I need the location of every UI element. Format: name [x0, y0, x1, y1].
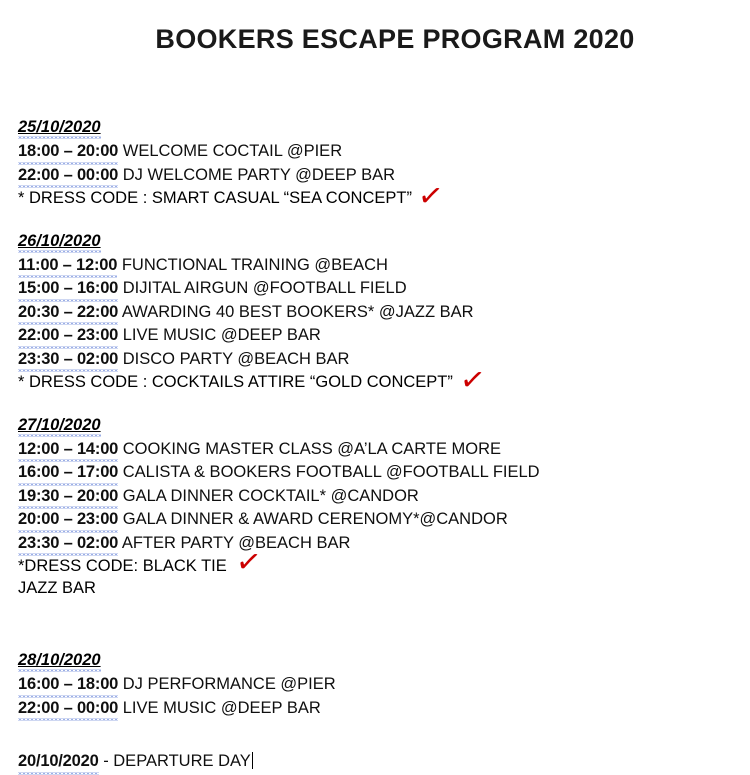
section-spacer	[18, 621, 734, 651]
day-block-2	[18, 231, 734, 399]
event-line	[18, 141, 734, 165]
event-time: 19:30 – 20:00	[18, 486, 118, 510]
event-line	[18, 302, 734, 326]
page-title: BOOKERS ESCAPE PROGRAM 2020	[155, 24, 635, 54]
event-line	[18, 255, 734, 279]
event-line	[18, 278, 734, 302]
departure-text: - DEPARTURE DAY	[103, 752, 251, 770]
event-time: 22:00 – 00:00	[18, 698, 118, 722]
dress-code-line	[18, 362, 488, 399]
event-time: 23:30 – 02:00	[18, 533, 118, 557]
event-text: LIVE MUSIC @DEEP BAR	[122, 326, 321, 344]
event-line	[18, 533, 734, 557]
event-line	[18, 439, 734, 463]
day-date: 27/10/2020	[18, 416, 101, 437]
event-line	[18, 462, 734, 486]
event-text: GALA DINNER & AWARD CERENOMY*@CANDOR	[122, 510, 508, 528]
departure-line	[18, 751, 734, 775]
event-text: WELCOME COCTAIL @PIER	[122, 142, 343, 160]
check-mark-annotation: ✓	[457, 362, 488, 399]
dress-code-line	[18, 178, 446, 215]
day-date: 26/10/2020	[18, 232, 101, 253]
section-spacer	[18, 743, 734, 751]
event-line	[18, 509, 734, 533]
check-mark-annotation: ✓	[233, 544, 264, 581]
event-time: 16:00 – 18:00	[18, 674, 118, 698]
day-block-1	[18, 118, 734, 215]
dress-code-text: * DRESS CODE : COCKTAILS ATTIRE “GOLD CONCEPT”	[18, 373, 453, 391]
event-line	[18, 349, 734, 373]
event-line	[18, 325, 734, 349]
event-line	[18, 165, 734, 189]
event-text: COOKING MASTER CLASS @A’LA CARTE MORE	[122, 439, 502, 458]
event-line	[18, 674, 734, 698]
event-text: DJ PERFORMANCE @PIER	[122, 675, 336, 693]
event-text: DISCO PARTY @BEACH BAR	[122, 349, 350, 368]
event-time: 12:00 – 14:00	[18, 439, 118, 463]
dress-code-text: *DRESS CODE: BLACK TIE	[18, 557, 227, 575]
event-time: 16:00 – 17:00	[18, 462, 118, 486]
event-text: FUNCTIONAL TRAINING @BEACH	[121, 255, 388, 274]
dress-code-text: * DRESS CODE : SMART CASUAL “SEA CONCEPT”	[18, 189, 412, 207]
event-time: 20:00 – 23:00	[18, 509, 118, 533]
event-text: DIJITAL AIRGUN @FOOTBALL FIELD	[122, 279, 407, 297]
venue-line: JAZZ BAR	[18, 578, 96, 597]
program-content	[18, 118, 734, 775]
event-text: DJ WELCOME PARTY @DEEP BAR	[122, 165, 396, 184]
dress-code-line	[18, 544, 264, 581]
event-text: GALA DINNER COCKTAIL* @CANDOR	[122, 486, 419, 505]
event-line	[18, 698, 734, 722]
check-mark-annotation: ✓	[415, 178, 446, 215]
event-time: 11:00 – 12:00	[18, 255, 117, 279]
event-time: 22:00 – 23:00	[18, 325, 118, 349]
event-line	[18, 486, 734, 510]
day-date: 25/10/2020	[18, 118, 101, 139]
departure-date: 20/10/2020	[18, 751, 99, 775]
day-date: 28/10/2020	[18, 651, 101, 672]
day-block-3	[18, 416, 734, 600]
event-time: 20:30 – 22:00	[18, 302, 118, 326]
day-block-4	[18, 651, 734, 721]
event-text: CALISTA & BOOKERS FOOTBALL @FOOTBALL FIELD	[122, 463, 540, 481]
event-time: 15:00 – 16:00	[18, 278, 118, 302]
event-text: LIVE MUSIC @DEEP BAR	[122, 698, 321, 717]
event-time: 22:00 – 00:00	[18, 165, 118, 189]
event-text: AWARDING 40 BEST BOOKERS* @JAZZ BAR	[121, 302, 474, 321]
text-cursor	[252, 752, 253, 769]
event-text: AFTER PARTY @BEACH BAR	[121, 533, 351, 552]
event-time: 23:30 – 02:00	[18, 349, 118, 373]
event-time: 18:00 – 20:00	[18, 141, 118, 165]
